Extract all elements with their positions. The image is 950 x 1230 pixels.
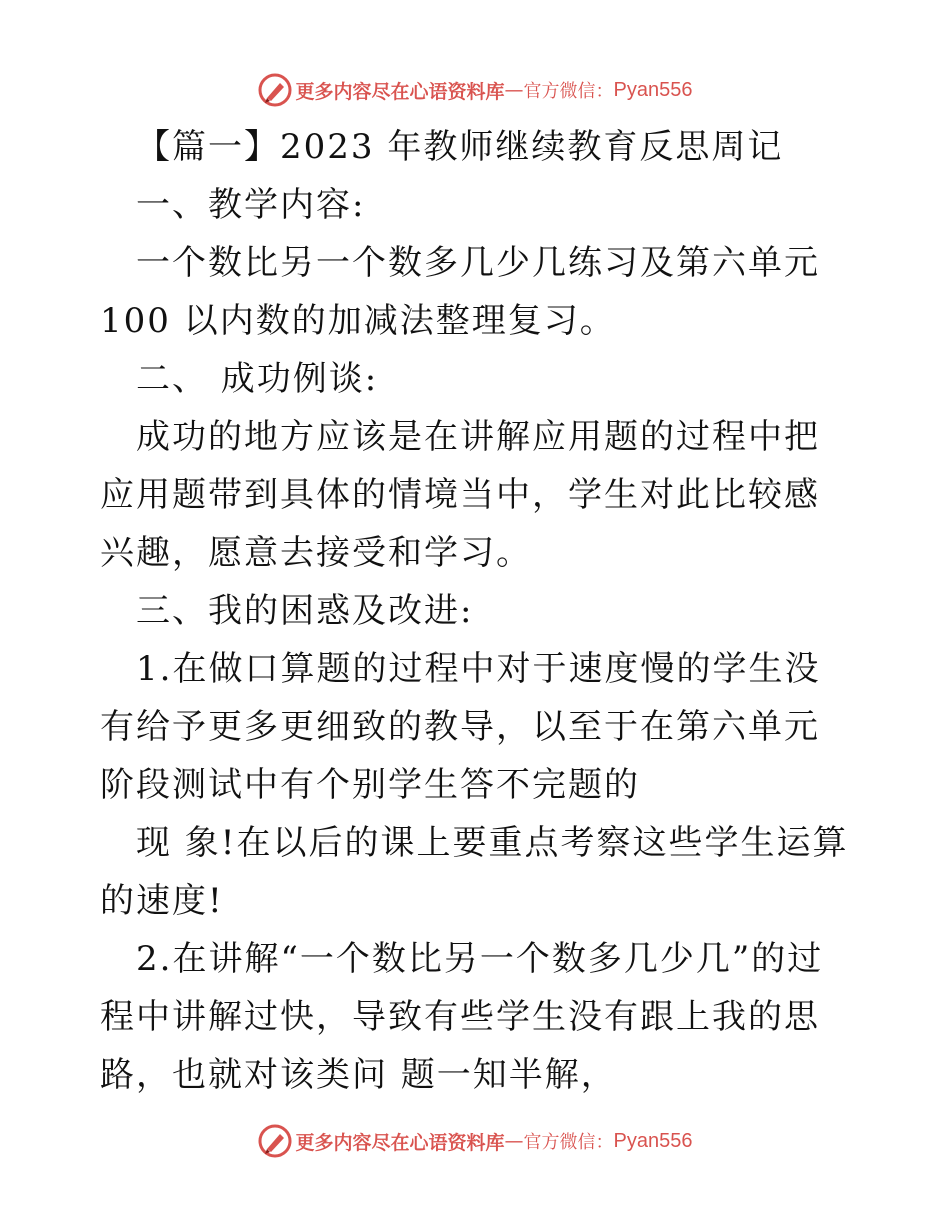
- paragraph: 成功的地方应该是在讲解应用题的过程中把应用题带到具体的情境当中，学生对此比较感兴趣，愿意去接受和学习。: [100, 417, 820, 573]
- header-watermark: [0, 70, 950, 110]
- footer-watermark: [0, 1121, 950, 1161]
- paragraph: 一个数比另一个数多几少几练习及第六单元 100 以内数的加减法整理复习。: [100, 243, 820, 341]
- pen-logo-icon: [258, 1124, 292, 1158]
- watermark-separator: —: [504, 1130, 524, 1152]
- watermark-text: 更多内容尽在心语资料库: [295, 80, 505, 103]
- paragraph: 一、教学内容:: [136, 185, 366, 225]
- wechat-id: Pyan556: [613, 1129, 693, 1152]
- paragraph: 2.在讲解“一个数比另一个数多几少几”的过程中讲解过快，导致有些学生没有跟上我的思路，也就对该类问 题一知半解，: [100, 939, 824, 1095]
- watermark-separator: —: [504, 79, 524, 101]
- paragraph: 二、 成功例谈:: [136, 359, 379, 399]
- paragraph: 三、我的困惑及改进:: [136, 591, 474, 631]
- watermark-text: 更多内容尽在心语资料库: [295, 1131, 505, 1154]
- wechat-id: Pyan556: [613, 78, 693, 101]
- document-title: 【篇一】2023 年教师继续教育反思周记: [136, 127, 784, 167]
- wechat-label: 官方微信：: [523, 81, 614, 102]
- paragraph: 1.在做口算题的过程中对于速度慢的学生没有给予更多更细致的教导，以至于在第六单元阶段测试中有个别学生答不完题的: [100, 649, 821, 805]
- paragraph: 现 象!在以后的课上要重点考察这些学生运算的速度!: [100, 823, 849, 921]
- wechat-label: 官方微信：: [523, 1132, 614, 1153]
- pen-logo-icon: [258, 73, 292, 107]
- document-body: [100, 118, 850, 1104]
